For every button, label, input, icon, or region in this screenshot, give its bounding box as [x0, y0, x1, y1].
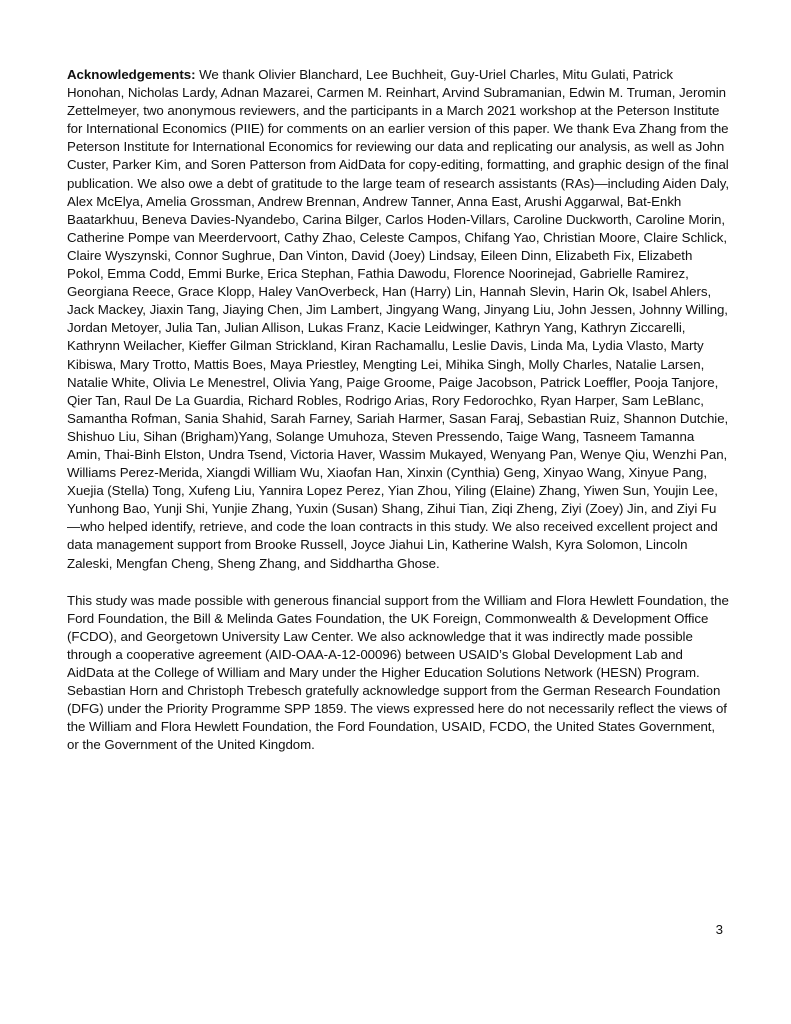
acknowledgements-paragraph	[67, 66, 729, 573]
page-number: 3	[715, 922, 723, 937]
acknowledgements-body: We thank Olivier Blanchard, Lee Buchheit, Guy-Uriel Charles, Mitu Gulati, Patrick Honohan, Nicholas Lardy, Adnan Mazarei, Carmen M. Reinhart, Arvind Subramanian, Edwin M. Truman, Jeromin Zettelmeyer, two anonymous reviewers, and the participants in a March 2021 workshop at the Peterson Institute for International Economics (PIIE) for comments on an earlier version of this paper. We thank Eva Zhang from the Peterson Institute for International Economics for reviewing our data and replicating our analysis, as well as John Custer, Parker Kim, and Soren Patterson from AidData for copy-editing, formatting, and graphic design of the final publication. We also owe a debt of gratitude to the large team of research assistants (RAs)—including Aiden Daly, Alex McElya, Amelia Grossman, Andrew Brennan, Andrew Tanner, Anna East, Arushi Aggarwal, Bat-Enkh Baatarkhuu, Beneva Davies-Nyandebo, Carina Bilger, Carlos Hoden-Villars, Caroline Duckworth, Caroline Morin, Catherine Pompe van Meerdervoort, Cathy Zhao, Celeste Campos, Chifang Yao, Christian Moore, Claire Schlick, Claire Wyszynski, Connor Sughrue, Dan Vinton, David (Joey) Lindsay, Eileen Dinn, Elizabeth Fix, Elizabeth Pokol, Emma Codd, Emmi Burke, Erica Stephan, Fathia Dawodu, Florence Noorinejad, Gabrielle Ramirez, Georgiana Reece, Grace Klopp, Haley VanOverbeck, Han (Harry) Lin, Hannah Slevin, Harin Ok, Isabel Ahlers, Jack Mackey, Jiaxin Tang, Jiaying Chen, Jim Lambert, Jingyang Wang, Jinyang Liu, John Jessen, Johnny Willing, Jordan Metoyer, Julia Tan, Julian Allison, Lukas Franz, Kacie Leidwinger, Kathryn Yang, Kathryn Ziccarelli, Kathrynn Weilacher, Kieffer Gilman Strickland, Kiran Rachamallu, Leslie Davis, Linda Ma, Lydia Vlasto, Marty Kibiswa, Mary Trotto, Mattis Boes, Maya Priestley, Mengting Lei, Mihika Singh, Molly Charles, Natalie Larsen, Natalie White, Olivia Le Menestrel, Olivia Yang, Paige Groome, Paige Jacobson, Patrick Loeffler, Pooja Tanjore, Qier Tan, Raul De La Guardia, Richard Robles, Rodrigo Arias, Rory Fedorochko, Ryan Harper, Sam LeBlanc, Samantha Rofman, Sania Shahid, Sarah Farney, Sariah Harmer, Sasan Faraj, Sebastian Ruiz, Shannon Dutchie, Shishuo Liu, Sihan (Brigham)Yang, Solange Umuhoza, Steven Pressendo, Taige Wang, Tasneem Tamanna Amin, Thai-Binh Elston, Undra Tsend, Victoria Haver, Wassim Mukayed, Wenyang Pan, Wenye Qiu, Wenzhi Pan, Williams Perez-Merida, Xiangdi William Wu, Xiaofan Han, Xinxin (Cynthia) Geng, Xinyao Wang, Xinyue Pang, Xuejia (Stella) Tong, Xufeng Liu, Yannira Lopez Perez, Yian Zhou, Yiling (Elaine) Zhang, Yiwen Sun, Youjin Lee, Yunhong Bao, Yunji Shi, Yunjie Zhang, Yuxin (Susan) Shang, Zihui Tian, Ziqi Zheng, Ziyi (Zoey) Jin, and Ziyi Fu—who helped identify, retrieve, and code the loan contracts in this study. We also received excellent project and data management support from Brooke Russell, Joyce Jiahui Lin, Katherine Walsh, Kyra Solomon, Lincoln Zaleski, Mengfan Cheng, Sheng Zhang, and Siddhartha Ghose.	[67, 67, 730, 571]
document-page	[67, 66, 729, 754]
acknowledgements-heading: Acknowledgements:	[67, 67, 196, 82]
funding-paragraph: This study was made possible with generous financial support from the William and Flora Hewlett Foundation, the Ford Foundation, the Bill & Melinda Gates Foundation, the UK Foreign, Commonwealth & Development Office (FCDO), and Georgetown University Law Center. We also acknowledge that it was indirectly made possible through a cooperative agreement (AID-OAA-A-12-00096) between USAID’s Global Development Lab and AidData at the College of William and Mary under the Higher Education Solutions Network (HESN) Program. Sebastian Horn and Christoph Trebesch gratefully acknowledge support from the German Research Foundation (DFG) under the Priority Programme SPP 1859. The views expressed here do not necessarily reflect the views of the William and Flora Hewlett Foundation, the Ford Foundation, USAID, FCDO, the United States Government, or the Government of the United Kingdom.	[67, 592, 729, 753]
